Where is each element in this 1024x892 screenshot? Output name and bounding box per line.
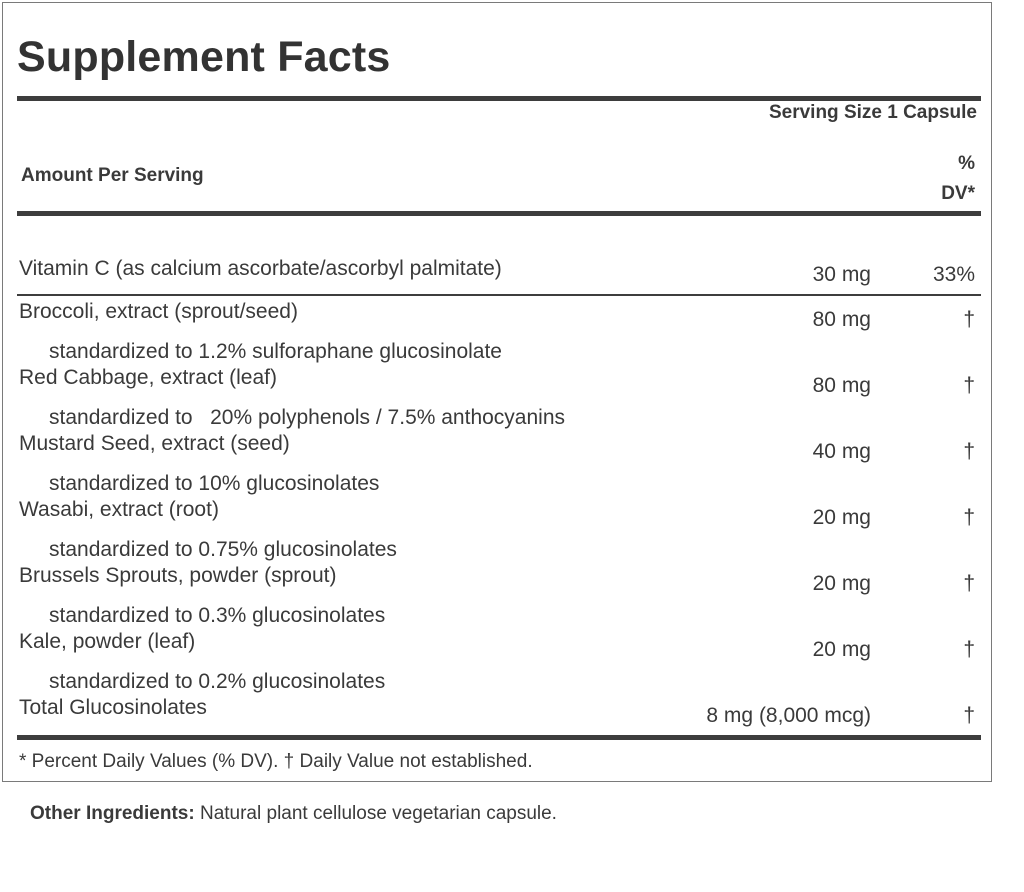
total-glucosinolates-name: Total Glucosinolates — [19, 696, 207, 719]
ingredient-standardization: standardized to 20% polyphenols / 7.5% anthocyanins — [49, 406, 566, 429]
ingredient-standardization: standardized to 1.2% sulforaphane glucosinolate — [49, 340, 502, 363]
ingredient-dv: † — [963, 374, 975, 397]
other-ingredients-label: Other Ingredients: — [30, 803, 195, 824]
ingredient-dv: † — [963, 638, 975, 661]
ingredient-dv: † — [963, 440, 975, 463]
ingredient-amount: 20 mg — [812, 506, 871, 529]
other-ingredients-text: Natural plant cellulose vegetarian capsule. — [199, 803, 557, 824]
supplement-facts-panel — [2, 2, 992, 782]
serving-size: Serving Size 1 Capsule — [768, 102, 977, 123]
ingredient-dv: † — [963, 572, 975, 595]
ingredient-dv: † — [963, 506, 975, 529]
ingredient-standardization: standardized to 0.75% glucosinolates — [49, 538, 397, 561]
vitamin-c-dv: 33% — [932, 263, 975, 286]
dv-header — [941, 149, 975, 209]
ingredient-name: Brussels Sprouts, powder (sprout) — [19, 564, 337, 587]
ingredient-amount: 80 mg — [812, 308, 871, 331]
ingredient-amount: 20 mg — [812, 638, 871, 661]
ingredient-name: Broccoli, extract (sprout/seed) — [19, 300, 298, 323]
total-glucosinolates-dv: † — [963, 704, 975, 727]
ingredient-standardization: standardized to 10% glucosinolates — [49, 472, 380, 495]
dv-header-percent: % — [958, 153, 975, 174]
ingredient-amount: 40 mg — [812, 440, 871, 463]
ingredient-name: Red Cabbage, extract (leaf) — [19, 366, 277, 389]
other-ingredients — [30, 803, 557, 825]
total-glucosinolates-amount: 8 mg (8,000 mcg) — [706, 704, 871, 727]
header-thick-rule — [17, 211, 981, 216]
ingredient-dv: † — [963, 308, 975, 331]
ingredient-standardization: standardized to 0.2% glucosinolates — [49, 670, 386, 693]
vitamin-c-name: Vitamin C (as calcium ascorbate/ascorbyl palmitate) — [19, 257, 502, 280]
top-thick-rule — [17, 96, 981, 101]
vitamin-divider — [17, 294, 981, 296]
footnote: * Percent Daily Values (% DV). † Daily Value not established. — [19, 751, 533, 772]
ingredient-name: Kale, powder (leaf) — [19, 630, 196, 653]
amount-per-serving-label: Amount Per Serving — [21, 165, 204, 186]
vitamin-c-amount: 30 mg — [812, 263, 871, 286]
panel-title: Supplement Facts — [17, 33, 391, 81]
ingredient-amount: 80 mg — [812, 374, 871, 397]
ingredient-amount: 20 mg — [812, 572, 871, 595]
dv-header-dv: DV* — [941, 183, 975, 204]
ingredient-standardization: standardized to 0.3% glucosinolates — [49, 604, 386, 627]
bottom-thick-rule — [17, 735, 981, 740]
ingredient-name: Wasabi, extract (root) — [19, 498, 219, 521]
ingredient-name: Mustard Seed, extract (seed) — [19, 432, 290, 455]
